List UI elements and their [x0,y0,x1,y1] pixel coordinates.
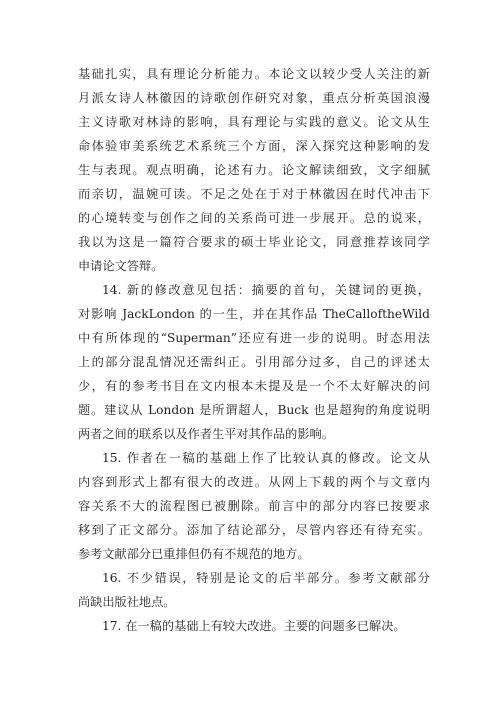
text-line: 17. 在一稿的基础上有较大改进。主要的问题多已解决。 [102,619,406,633]
paragraph-16 [78,566,430,614]
text-line: 少，有的参考书目在文内根本未提及是一个不太好解决的问 [78,379,430,393]
text-line: 尚缺出版社地点。 [78,595,176,609]
text-line: 月派女诗人林徽因的诗歌创作研究对象，重点分析英国浪漫 [78,91,430,105]
text-line: 移到了正文部分。添加了结论部分，尽管内容还有待充实。 [78,523,430,537]
text-line: 参考文献部分已重排但仍有不规范的地方。 [78,547,310,561]
text-line: 上的部分混乱情况还需纠正。引用部分过多，自己的评述太 [78,355,430,369]
text-line: 14. 新的修改意见包括：摘要的首句，关键词的更换， [102,283,430,297]
text-line: 基础扎实，具有理论分析能力。本论文以较少受人关注的新 [78,67,430,81]
text-line: 而亲切，温婉可读。不足之处在于对于林徽因在时代冲击下 [78,187,430,201]
text-line: 的心境转变与创作之间的关系尚可进一步展开。总的说来， [78,211,430,225]
paragraph-17 [78,614,430,638]
text-line: 两者之间的联系以及作者生平对其作品的影响。 [78,427,334,441]
paragraph-13-continuation [78,62,430,278]
text-line: 中有所体现的“Superman”还应有进一步的说明。时态用法 [78,331,430,345]
text-line: 题。建议从 London 是所谓超人，Buck 也是超狗的角度说明 [78,403,430,417]
text-line: 16. 不少错误，特别是论文的后半部分。参考文献部分 [102,571,430,585]
paragraph-15 [78,446,430,566]
text-line: 内容到形式上都有很大的改进。从网上下载的两个与文章内 [78,475,430,489]
text-line: 容关系不大的流程图已被删除。前言中的部分内容已按要求 [78,499,430,513]
text-line: 主义诗歌对林诗的影响，具有理论与实践的意义。论文从生 [78,115,430,129]
text-line: 我以为这是一篇符合要求的硕士毕业论文，同意推荐该同学 [78,235,430,249]
text-line: 15. 作者在一稿的基础上作了比较认真的修改。论文从 [102,451,430,465]
text-line: 命体验审美系统艺术系统三个方面，深入探究这种影响的发 [78,139,430,153]
document-page [78,62,430,638]
text-line: 对影响 JackLondon 的一生，并在其作品 TheCalloftheWild [78,307,430,321]
text-line: 生与表现。观点明确，论述有力。论文解读细致，文字细腻 [78,163,430,177]
paragraph-14 [78,278,430,446]
text-line: 申请论文答辩。 [78,259,164,273]
